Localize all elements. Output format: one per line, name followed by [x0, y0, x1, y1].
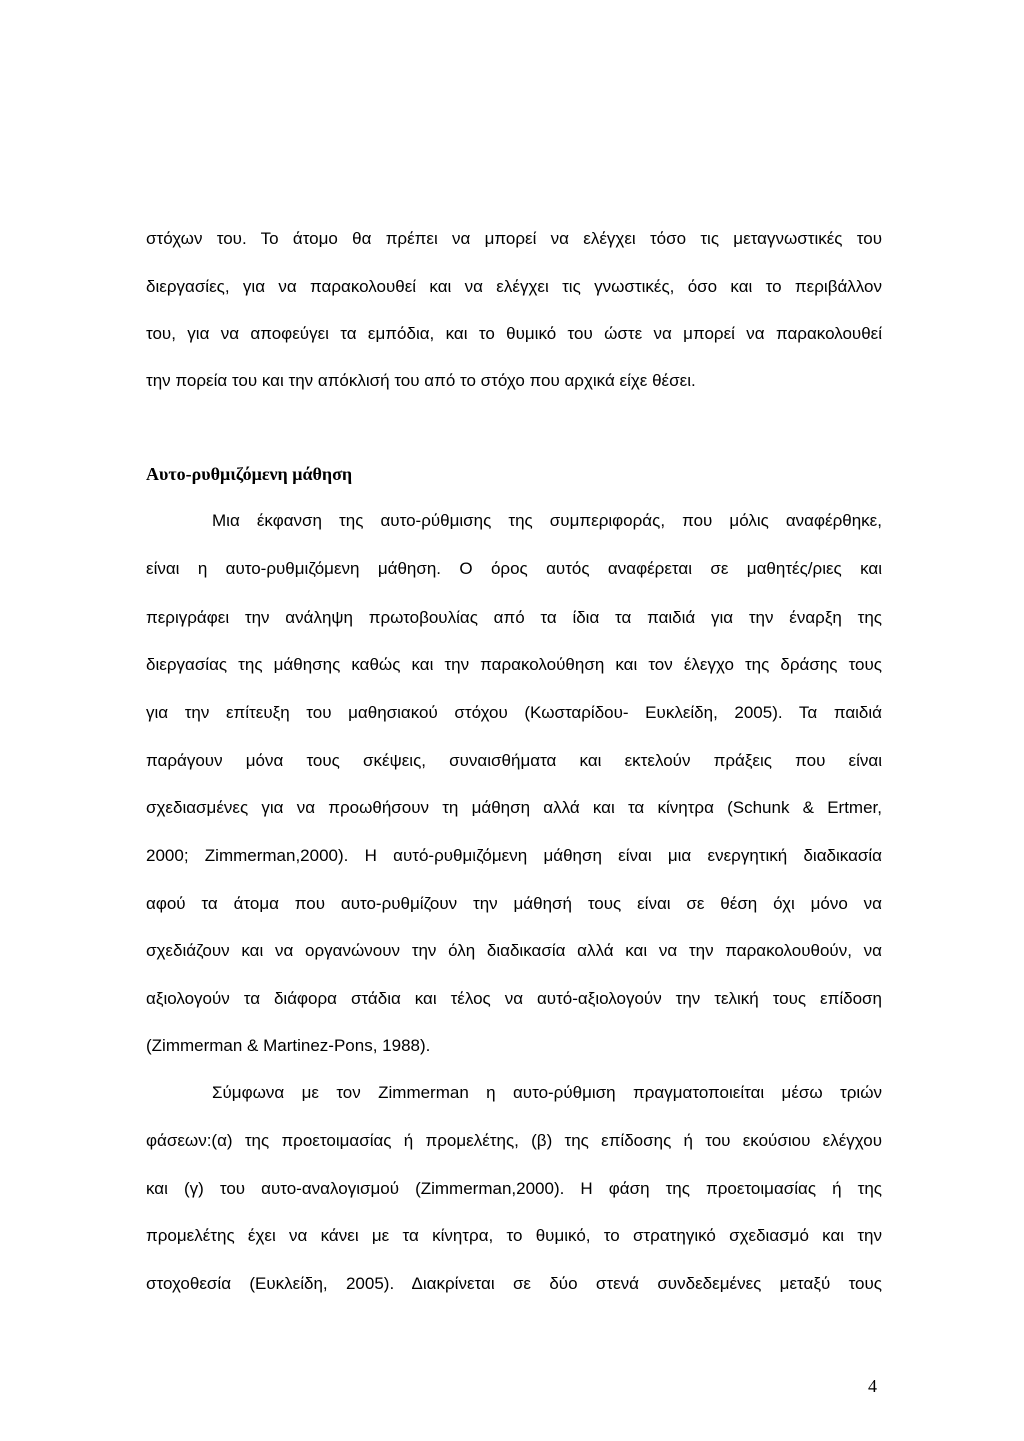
text-line: παράγουν μόνα τους σκέψεις, συναισθήματα και εκτελούν πράξεις που είναι	[146, 751, 882, 770]
text-line: του, για να αποφεύγει τα εμπόδια, και το θυμικό του ώστε να μπορεί να παρακολουθεί	[146, 324, 882, 343]
text-line: στοχοθεσία (Ευκλείδη, 2005). Διακρίνεται σε δύο στενά συνδεδεμένες μεταξύ τους	[146, 1274, 882, 1293]
text-line: φάσεων:(α) της προετοιμασίας ή προμελέτης, (β) της επίδοσης ή του εκούσιου ελέγχου	[146, 1131, 882, 1150]
text-line: Σύμφωνα με τον Zimmerman η αυτο-ρύθμιση πραγματοποιείται μέσω τριών	[212, 1083, 882, 1102]
text-line: και (γ) του αυτο-αναλογισμού (Zimmerman,2000). Η φάση της προετοιμασίας ή της	[146, 1179, 882, 1198]
text-line: Μια έκφανση της αυτο-ρύθμισης της συμπεριφοράς, που μόλις αναφέρθηκε,	[212, 511, 882, 530]
text-line: 2000; Zimmerman,2000). Η αυτό-ρυθμιζόμενη μάθηση είναι μια ενεργητική διαδικασία	[146, 846, 882, 865]
text-line: την πορεία του και την απόκλισή του από το στόχο που αρχικά είχε θέσει.	[146, 371, 696, 390]
text-line: περιγράφει την ανάληψη πρωτοβουλίας από τα ίδια τα παιδιά για την έναρξη της	[146, 608, 882, 627]
text-line: (Zimmerman & Martinez-Pons, 1988).	[146, 1036, 431, 1055]
text-line: σχεδιάζουν και να οργανώνουν την όλη διαδικασία αλλά και να την παρακολουθούν, να	[146, 941, 882, 960]
text-line: σχεδιασμένες για να προωθήσουν τη μάθηση αλλά και τα κίνητρα (Schunk & Ertmer,	[146, 798, 882, 817]
text-line: διεργασίες, για να παρακολουθεί και να ελέγχει τις γνωστικές, όσο και το περιβάλλον	[146, 277, 882, 296]
section-heading: Αυτο-ρυθμιζόμενη μάθηση	[146, 464, 353, 484]
text-line: διεργασίας της μάθησης καθώς και την παρακολούθηση και τον έλεγχο της δράσης τους	[146, 655, 882, 674]
text-line: αξιολογούν τα διάφορα στάδια και τέλος να αυτό-αξιολογούν την τελική τους επίδοση	[146, 989, 882, 1008]
text-line: προμελέτης έχει να κάνει με τα κίνητρα, το θυμικό, το στρατηγικό σχεδιασμό και την	[146, 1226, 882, 1245]
text-line: είναι η αυτο-ρυθμιζόμενη μάθηση. Ο όρος αυτός αναφέρεται σε μαθητές/ριες και	[146, 559, 882, 578]
text-line: αφού τα άτομα που αυτο-ρυθμίζουν την μάθησή τους είναι σε θέση όχι μόνο να	[146, 894, 882, 913]
text-line: για την επίτευξη του μαθησιακού στόχου (Κωσταρίδου- Ευκλείδη, 2005). Τα παιδιά	[146, 703, 882, 722]
text-line: στόχων του. Το άτομο θα πρέπει να μπορεί να ελέγχει τόσο τις μεταγνωστικές του	[146, 229, 882, 248]
page-number: 4	[868, 1376, 877, 1396]
